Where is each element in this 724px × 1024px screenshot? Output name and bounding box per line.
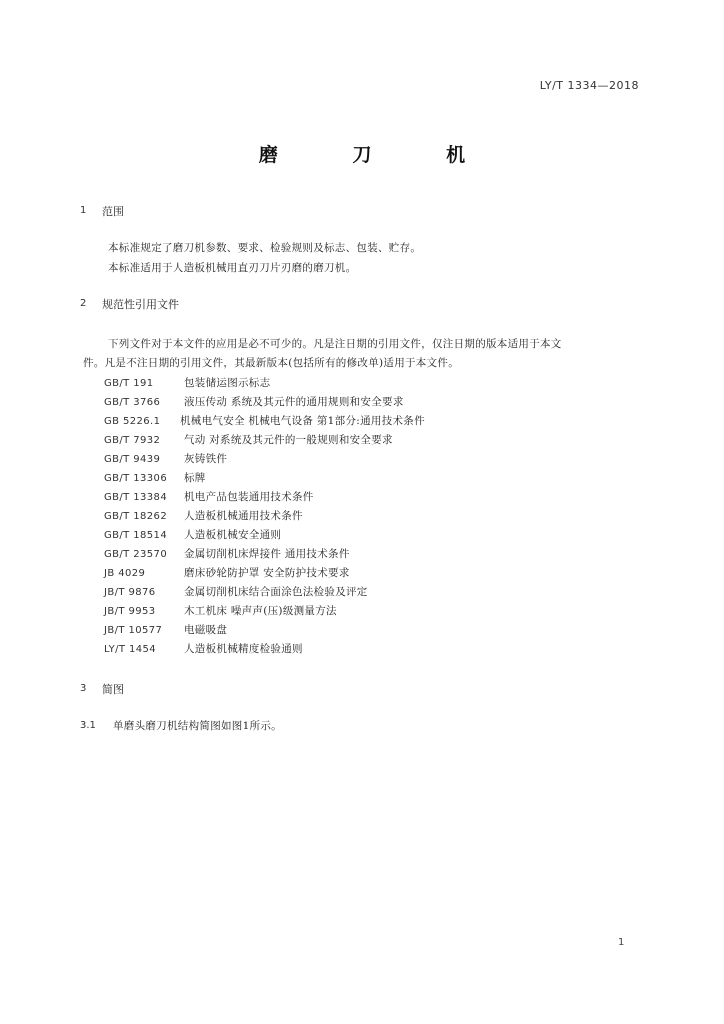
reference-item [104,546,350,561]
reference-code: JB/T 9876 [104,587,156,598]
reference-item [104,451,227,466]
reference-code: GB 5226.1 [104,416,161,427]
scope-paragraph-2: 本标准适用于人造板机械用直刃刀片刃磨的磨刀机。 [108,262,357,274]
reference-item [104,622,227,637]
reference-name: 磨床砂轮防护罩 安全防护技术要求 [184,567,350,579]
reference-name: 机电产品包装通用技术条件 [184,491,314,503]
reference-item [104,470,206,485]
scope-paragraph-1: 本标准规定了磨刀机参数、要求、检验规则及标志、包装、贮存。 [108,242,422,254]
reference-code: JB/T 10577 [104,625,163,636]
reference-code: GB/T 18262 [104,511,168,522]
reference-name: 机械电气安全 机械电气设备 第1部分:通用技术条件 [180,415,425,427]
reference-name: 木工机床 噪声声(压)级测量方法 [184,605,337,617]
reference-code: GB/T 191 [104,378,154,389]
reference-name: 电磁吸盘 [184,624,228,636]
reference-code: GB/T 13306 [104,473,168,484]
standard-number: LY/T 1334—2018 [539,79,639,92]
section-3-title: 简图 [102,683,124,696]
reference-item [104,432,393,447]
section-2-number: 2 [80,298,87,309]
reference-name: 液压传动 系统及其元件的通用规则和安全要求 [184,396,404,408]
reference-item [104,375,270,390]
reference-code: GB/T 13384 [104,492,168,503]
reference-name: 人造板机械安全通则 [184,529,282,541]
reference-name: 包装储运图示标志 [184,377,271,389]
reference-code: JB/T 9953 [104,606,156,617]
reference-item [104,508,303,523]
reference-item [104,584,368,599]
reference-item [104,641,303,656]
reference-code: JB 4029 [104,568,146,579]
clause-3-1-text: 单磨头磨刀机结构简图如图1所示。 [113,720,282,732]
reference-name: 金属切削机床结合面涂色法检验及评定 [184,586,368,598]
reference-code: LY/T 1454 [104,644,157,655]
document-title: 磨 刀 机 [258,144,500,166]
reference-item [104,489,314,504]
reference-code: GB/T 18514 [104,530,168,541]
normative-intro-line-1: 下列文件对于本文件的应用是必不可少的。凡是注日期的引用文件，仅注日期的版本适用于本文 [108,338,562,350]
reference-code: GB/T 7932 [104,435,161,446]
reference-name: 人造板机械精度检验通则 [184,643,303,655]
section-1-number: 1 [80,205,87,216]
reference-code: GB/T 9439 [104,454,161,465]
reference-item [104,565,350,580]
section-3-number: 3 [80,683,87,694]
reference-name: 灰铸铁件 [184,453,228,465]
page-number: 1 [618,937,625,948]
reference-code: GB/T 23570 [104,549,168,560]
reference-item [104,394,404,409]
reference-name: 气动 对系统及其元件的一般规则和安全要求 [184,434,393,446]
reference-name: 标牌 [184,472,206,484]
reference-code: GB/T 3766 [104,397,161,408]
clause-3-1-number: 3.1 [80,720,96,731]
reference-item [104,527,281,542]
reference-item [104,413,425,428]
section-2-title: 规范性引用文件 [102,298,179,311]
reference-name: 人造板机械通用技术条件 [184,510,303,522]
section-1-title: 范围 [102,205,124,218]
reference-item [104,603,337,618]
normative-intro-line-2: 件。凡是不注日期的引用文件，其最新版本(包括所有的修改单)适用于本文件。 [83,357,459,369]
reference-name: 金属切削机床焊接件 通用技术条件 [184,548,350,560]
